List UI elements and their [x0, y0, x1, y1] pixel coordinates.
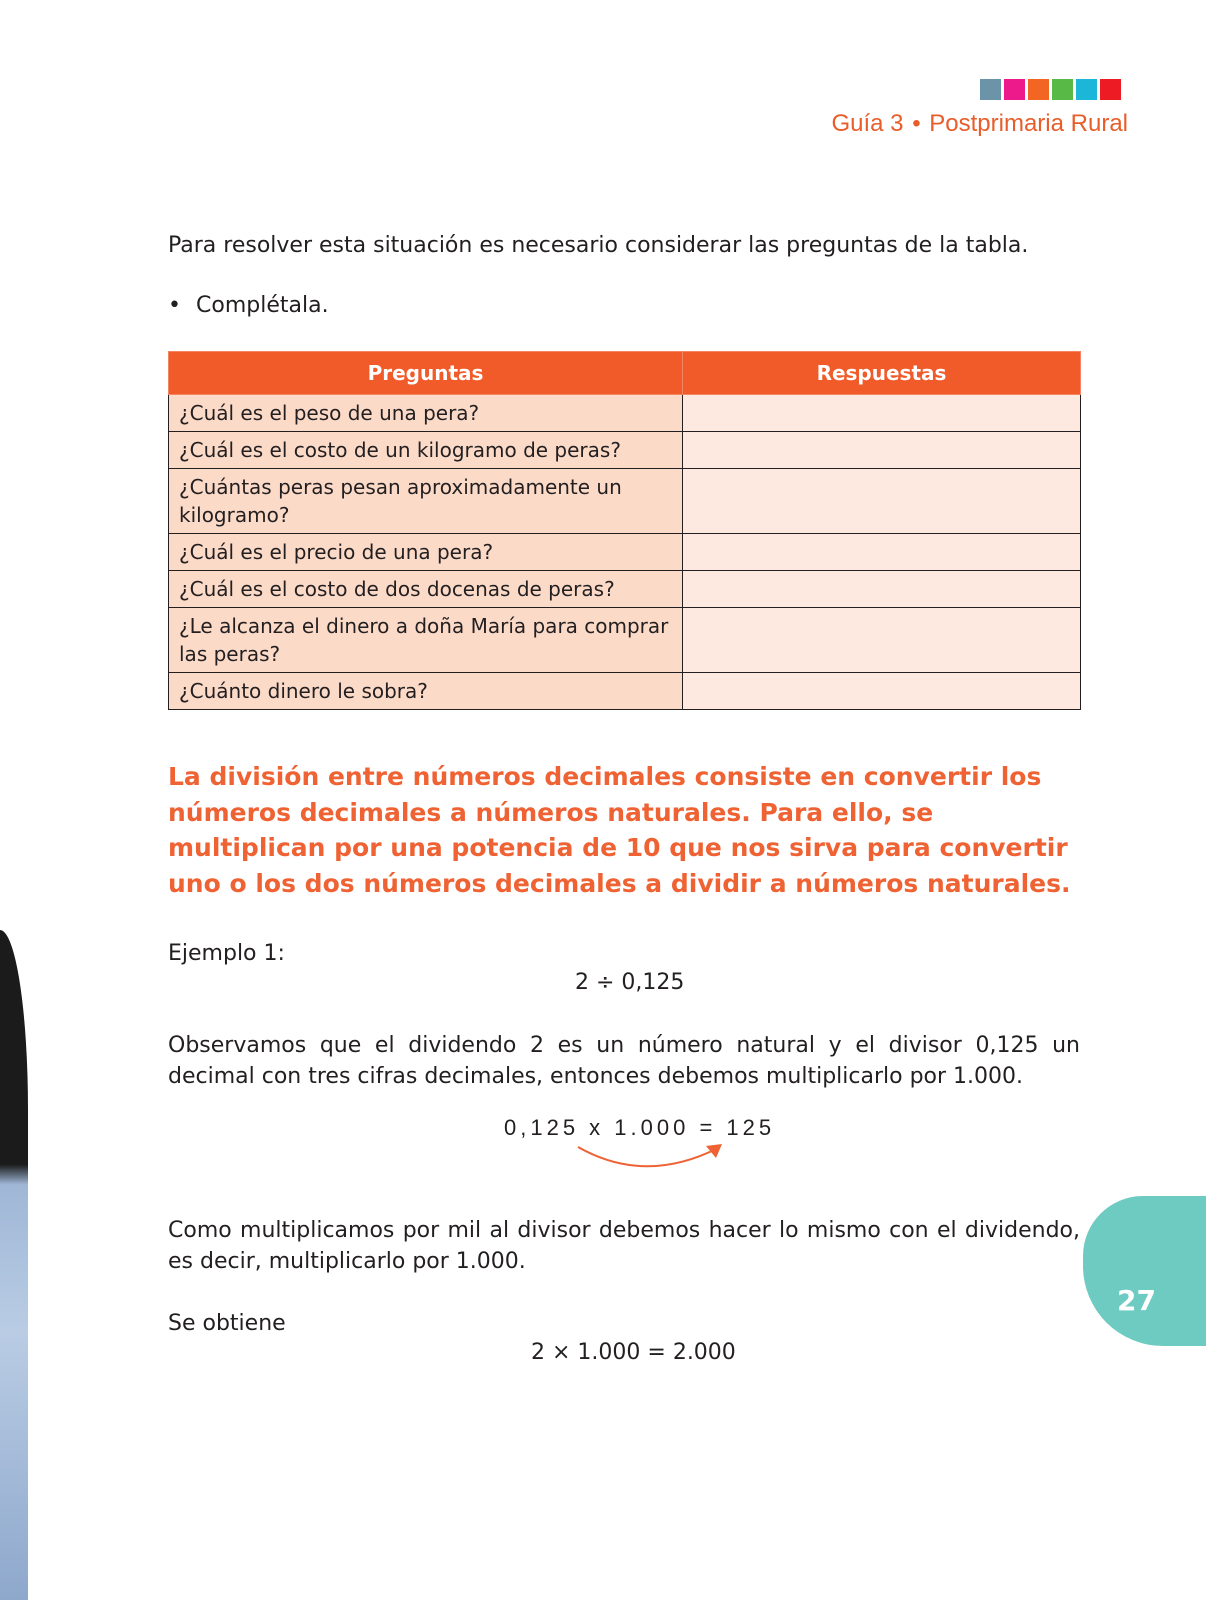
answer-cell[interactable] — [683, 673, 1081, 710]
bullet-item — [168, 290, 329, 321]
question-cell: ¿Cuál es el precio de una pera? — [169, 534, 683, 571]
multiplication-expression: 0,125 x 1.000 = 125 — [504, 1115, 776, 1140]
swatch-5 — [1076, 79, 1097, 100]
question-cell: ¿Le alcanza el dinero a doña María para comprar las peras? — [169, 608, 683, 673]
page-number: 27 — [1117, 1284, 1156, 1317]
running-header — [831, 110, 1128, 138]
question-cell: ¿Cuánto dinero le sobra? — [169, 673, 683, 710]
side-photo — [0, 930, 28, 1600]
result-label: Se obtiene — [168, 1311, 286, 1336]
page-number-tab — [1083, 1196, 1206, 1346]
question-cell: ¿Cuál es el costo de un kilogramo de peras? — [169, 432, 683, 469]
observation-paragraph: Observamos que el dividendo 2 es un número natural y el divisor 0,125 un decimal con tres cifras decimales, entonces debemos multiplicarlo por 1.000. — [168, 1033, 1080, 1089]
definition-highlight: La división entre números decimales consiste en convertir los números decimales a números naturales. Para ello, se multiplican por una potencia de 10 que nos sirva para convertir uno o los dos números decimales a dividir a números naturales. — [168, 762, 1071, 898]
bullet-text: Complétala. — [196, 293, 329, 318]
swatch-4 — [1052, 79, 1073, 100]
answer-cell[interactable] — [683, 608, 1081, 673]
swatch-3 — [1028, 79, 1049, 100]
answer-cell[interactable] — [683, 571, 1081, 608]
swatch-6 — [1100, 79, 1121, 100]
table-row — [169, 469, 1081, 534]
followup-paragraph: Como multiplicamos por mil al divisor debemos hacer lo mismo con el dividendo, es decir, multiplicarlo por 1.000. — [168, 1218, 1080, 1274]
swatch-1 — [980, 79, 1001, 100]
table-header-row — [169, 352, 1081, 395]
header-separator: • — [912, 110, 921, 137]
intro-paragraph: Para resolver esta situación es necesario considerar las preguntas de la tabla. — [168, 233, 1029, 258]
questions-table — [168, 351, 1081, 710]
question-cell: ¿Cuántas peras pesan aproximadamente un kilogramo? — [169, 469, 683, 534]
table-row — [169, 395, 1081, 432]
curved-arrow-icon — [570, 1140, 740, 1180]
answer-cell[interactable] — [683, 534, 1081, 571]
series-label: Postprimaria Rural — [929, 110, 1128, 137]
answer-cell[interactable] — [683, 395, 1081, 432]
table-row — [169, 432, 1081, 469]
answer-cell[interactable] — [683, 469, 1081, 534]
result-expression: 2 × 1.000 = 2.000 — [531, 1340, 736, 1365]
answer-cell[interactable] — [683, 432, 1081, 469]
table-row — [169, 608, 1081, 673]
header-answers: Respuestas — [683, 352, 1081, 395]
table-row — [169, 673, 1081, 710]
guide-label: Guía 3 — [831, 110, 904, 137]
header-questions: Preguntas — [169, 352, 683, 395]
example-label: Ejemplo 1: — [168, 941, 285, 966]
example-expression: 2 ÷ 0,125 — [575, 970, 685, 995]
question-cell: ¿Cuál es el costo de dos docenas de peras? — [169, 571, 683, 608]
table-row — [169, 571, 1081, 608]
bullet-marker: • — [168, 293, 181, 318]
color-swatches — [980, 79, 1121, 100]
swatch-2 — [1004, 79, 1025, 100]
table-row — [169, 534, 1081, 571]
question-cell: ¿Cuál es el peso de una pera? — [169, 395, 683, 432]
